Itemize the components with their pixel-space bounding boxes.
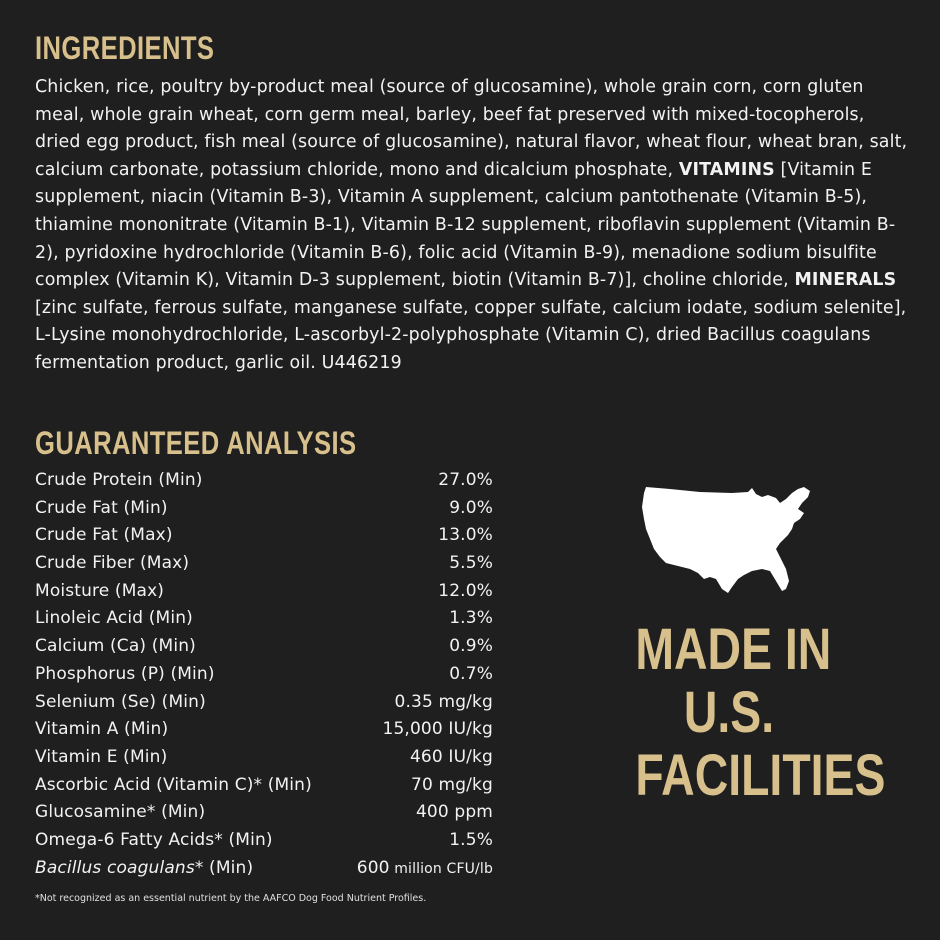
nutrient-name: Ascorbic Acid (Vitamin C)* (Min) [35,774,312,795]
nutrient-name: Crude Fiber (Max) [35,553,190,574]
nutrient-value: 70 mg/kg [411,774,493,795]
ingredients-part-2: [Vitamin E supplement, niacin (Vitamin B-3), Vitamin A supplement, calcium pantothenate (Vitamin B-5), thiamine mononitrate (Vitamin B-1), Vitamin B-12 supplement, riboflavin supplement (Vitamin B-2), pyridoxine hydrochloride (Vitamin B-6), folic acid (Vitamin B-9), menadione sodium bisulfite complex (Vitamin K), Vitamin D-3 supplement, biotin (Vitamin B-7)], choline chloride, [35,159,896,291]
usa-map-icon [640,485,815,595]
ingredients-part-3: [zinc sulfate, ferrous sulfate, manganese sulfate, copper sulfate, calcium iodate, sodium selenite], L-Lysine monohydrochloride, L-ascorbyl-2-polyphosphate (Vitamin C), dried Bacillus coagulans fermentation product, garlic oil. U446219 [35,297,907,373]
nutrient-value: 1.5% [449,829,493,850]
table-row [35,692,493,720]
nutrient-value: 12.0% [438,580,493,601]
nutrient-name: Vitamin E (Min) [35,746,168,767]
table-row [35,664,493,692]
nutrient-name: Crude Protein (Min) [35,470,203,490]
nutrient-name: Phosphorus (P) (Min) [35,663,215,684]
ingredients-heading: INGREDIENTS [35,30,215,66]
vitamins-label: VITAMINS [678,159,775,180]
nutrient-name: Moisture (Max) [35,580,165,601]
made-in-us-badge [635,617,886,808]
nutrient-name: Crude Fat (Min) [35,497,168,518]
nutrient-name: Omega-6 Fatty Acids* (Min) [35,829,273,850]
nutrient-name: Crude Fat (Max) [35,525,173,546]
table-row [35,498,493,526]
table-row [35,830,493,858]
nutrient-value: 9.0% [449,497,493,518]
table-row [35,858,493,886]
nutrient-value [357,858,493,878]
minerals-label: MINERALS [794,270,897,291]
ingredients-part-1: Chicken, rice, poultry by-product meal (source of glucosamine), whole grain corn, corn gluten meal, whole grain wheat, corn germ meal, barley, beef fat preserved with mixed-tocopherols, dried egg product, fish meal (source of glucosamine), natural flavor, wheat flour, wheat bran, salt, calcium carbonate, potassium chloride, mono and dicalcium phosphate, [35,77,908,180]
footnote: *Not recognized as an essential nutrient by the AAFCO Dog Food Nutrient Profiles. [35,893,427,904]
table-row [35,636,493,664]
nutrient-value: 15,000 IU/kg [382,719,493,740]
table-row [35,608,493,636]
nutrient-value: 0.9% [449,636,493,657]
ingredients-text [35,74,915,378]
table-row [35,525,493,553]
table-row [35,470,493,498]
badge-line-1: MADE IN [635,617,832,682]
guaranteed-analysis-table [35,470,493,885]
guaranteed-analysis-heading: GUARANTEED ANALYSIS [35,425,357,461]
nutrient-value: 400 ppm [415,802,493,823]
table-row [35,747,493,775]
nutrient-value: 27.0% [438,470,493,490]
nutrient-name: Selenium (Se) (Min) [35,691,206,712]
table-row [35,719,493,747]
table-row [35,802,493,830]
nutrient-value-number: 600 [356,857,390,878]
nutrient-value: 460 IU/kg [409,746,493,767]
badge-line-2: U.S. [683,680,775,745]
nutrient-name: Glucosamine* (Min) [35,802,206,823]
nutrient-value: 1.3% [449,608,493,629]
nutrient-name: Vitamin A (Min) [35,719,169,740]
badge-line-3: FACILITIES [635,743,886,808]
nutrient-name [35,858,253,878]
nutrient-name: Calcium (Ca) (Min) [35,636,196,657]
table-row [35,553,493,581]
nutrient-name: Linoleic Acid (Min) [35,608,193,629]
nutrient-value: 5.5% [449,553,493,574]
nutrient-name-italic: Bacillus coagulans [35,857,195,878]
nutrient-value-unit: million CFU/lb [389,860,493,877]
table-row [35,775,493,803]
nutrient-value: 0.35 mg/kg [394,691,493,712]
table-row [35,581,493,609]
nutrient-name-suffix: * (Min) [194,857,254,878]
nutrient-value: 0.7% [449,663,493,684]
nutrient-value: 13.0% [438,525,493,546]
